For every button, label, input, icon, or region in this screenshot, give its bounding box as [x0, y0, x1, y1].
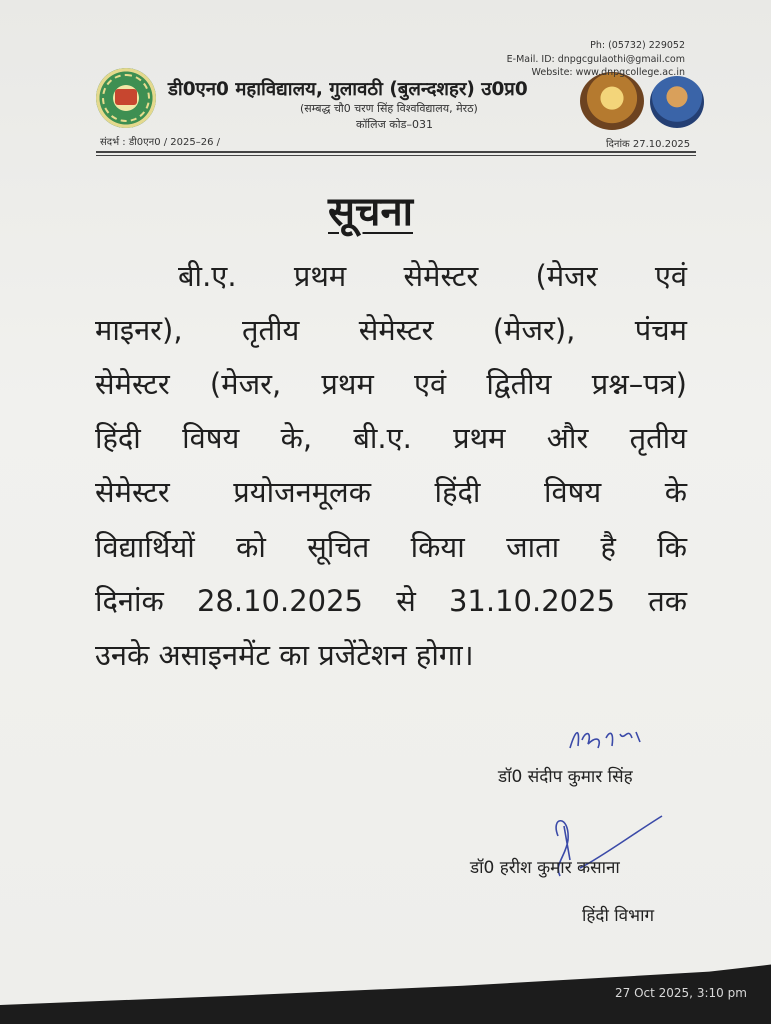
email-text: E-Mail. ID: dnpgcgulaothi@gmail.com	[506, 54, 685, 65]
affiliation-text: (सम्बद्ध चौ0 चरण सिंह विश्वविद्यालय, मेरठ)	[300, 102, 478, 115]
notice-date: दिनांक 27.10.2025	[606, 139, 691, 150]
header-divider	[96, 151, 696, 153]
notice-title: सूचना	[328, 189, 413, 235]
signatory-name-2: डॉ0 हरीश कुमार कसाना	[470, 858, 620, 878]
photo-timestamp: 27 Oct 2025, 3:10 pm	[615, 986, 747, 1000]
website-text: Website: www.dnpgcollege.ac.in	[531, 67, 685, 78]
signature-scribble-1	[562, 718, 652, 768]
signatory-name-1: डॉ0 संदीप कुमार सिंह	[498, 767, 633, 787]
notice-line-5: सेमेस्टर प्रयोजनमूलक हिंदी विषय के	[95, 475, 687, 509]
college-building-logo	[650, 76, 704, 128]
notice-line-8: उनके असाइनमेंट का प्रजेंटेशन होगा।	[95, 638, 474, 672]
notice-line-3: सेमेस्टर (मेजर, प्रथम एवं द्वितीय प्रश्न–पत्र)	[95, 367, 687, 401]
reference-number: संदर्भ : डी0एन0 / 2025–26 /	[100, 137, 221, 148]
notice-line-4: हिंदी विषय के, बी.ए. प्रथम और तृतीय	[95, 421, 687, 455]
header-divider-thin	[96, 155, 696, 156]
notice-line-7: दिनांक 28.10.2025 से 31.10.2025 तक	[95, 584, 687, 618]
college-emblem-logo	[96, 68, 156, 128]
department-name: हिंदी विभाग	[582, 906, 655, 926]
notice-line-6: विद्यार्थियों को सूचित किया जाता है कि	[95, 530, 687, 564]
phone-text: Ph: (05732) 229052	[590, 40, 685, 51]
notice-line-2: माइनर), तृतीय सेमेस्टर (मेजर), पंचम	[95, 313, 687, 347]
signature-scribble-2	[540, 806, 670, 896]
college-name: डी0एन0 महाविद्यालय, गुलावठी (बुलन्दशहर) उ0प्र0	[168, 79, 528, 100]
notice-line-1: बी.ए. प्रथम सेमेस्टर (मेजर एवं	[178, 259, 687, 293]
college-code: कॉलिज कोड–031	[356, 118, 433, 131]
founder-statue-logo	[580, 72, 644, 130]
